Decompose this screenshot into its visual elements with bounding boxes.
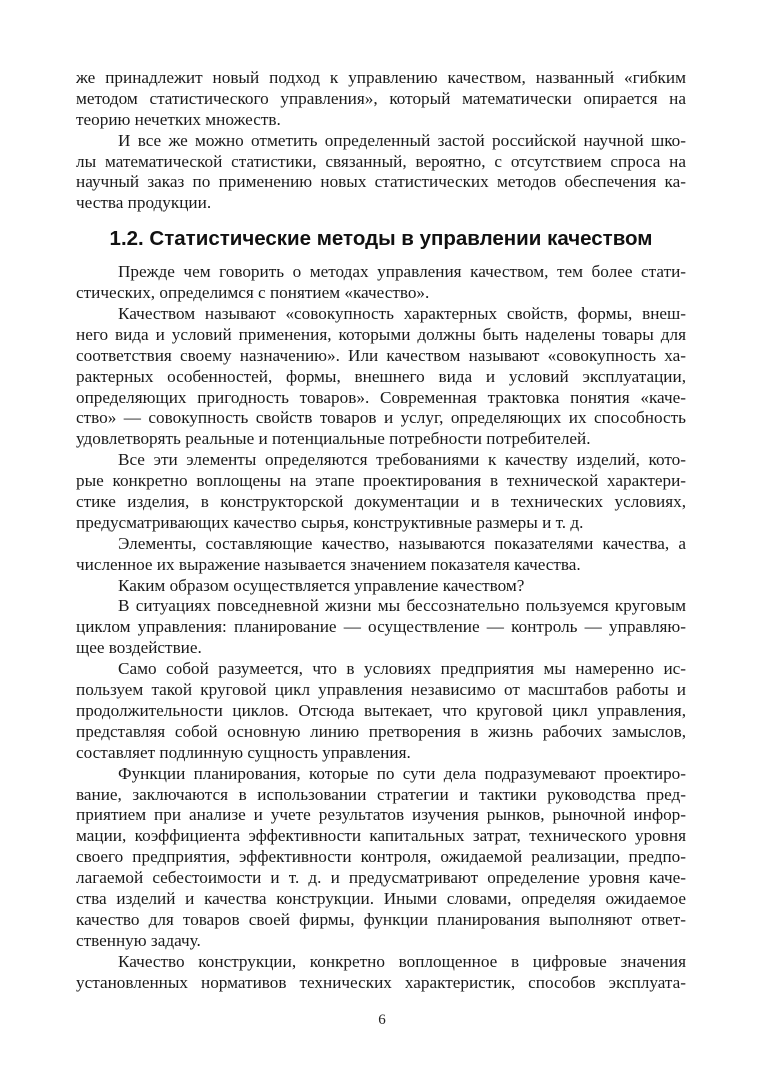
text-line: циклом управления: планирование — осуществление — контроль — управляю- — [76, 617, 686, 637]
text-line: приятием при анализе и учете результатов изучения рынков, рыночной инфор- — [76, 805, 686, 825]
paragraph — [76, 304, 686, 450]
text-line: составляет подлинную сущность управления. — [76, 742, 411, 762]
text-line: удовлетворять реальные и потенциальные потребности потребителей. — [76, 429, 591, 449]
paragraph — [76, 659, 686, 763]
section-heading: 1.2. Статистические методы в управлении качеством — [109, 227, 653, 251]
text-line: качество для товаров своей фирмы, функции планирования выполняют ответ- — [76, 909, 686, 929]
text-line: вание, заключаются в использовании стратегии и тактики руководства пред- — [76, 784, 686, 804]
text-line: ственную задачу. — [76, 930, 201, 950]
text-line: лы математической статистики, связанный, вероятно, с отсутствием спроса на — [76, 151, 686, 171]
text-line: ства изделий и качества конструкции. Иными словами, определяя ожидаемое — [76, 888, 686, 908]
text-line: предусматривающих качество сырья, конструктивные размеры и т. д. — [76, 512, 584, 532]
text-line: Все эти элементы определяются требованиями к качеству изделий, кото- — [118, 450, 686, 470]
text-line: установленных нормативов технических характеристик, способов эксплуата- — [76, 972, 686, 992]
text-line: щее воздействие. — [76, 638, 202, 658]
paragraph — [76, 262, 686, 304]
text-line: Качеством называют «совокупность характерных свойств, формы, внеш- — [118, 304, 686, 324]
text-line: же принадлежит новый подход к управлению качеством, названный «гибким — [76, 68, 686, 87]
paragraph — [76, 131, 686, 215]
text-line: Каким образом осуществляется управление качеством? — [118, 575, 525, 595]
paragraph — [76, 596, 686, 659]
text-line: определяющих пригодность товаров». Современная трактовка понятия «каче- — [76, 387, 686, 407]
text-line: численное их выражение называется значением показателя качества. — [76, 554, 581, 574]
text-line: представляя собой основную линию претворения в жизнь рабочих замыслов, — [76, 721, 686, 741]
text-line: лагаемой себестоимости и т. д. и предусматривают определение уровня каче- — [76, 868, 686, 888]
text-line: В ситуациях повседневной жизни мы бессознательно пользуемся круговым — [118, 596, 686, 616]
text-line: научный заказ по применению новых статистических методов обеспечения ка- — [76, 172, 686, 192]
text-line: чества продукции. — [76, 193, 212, 213]
text-line: ство» — совокупность свойств товаров и услуг, определяющих их способность — [76, 408, 686, 428]
paragraph — [76, 68, 686, 131]
text-line: пользуем такой круговой цикл управления независимо от масштабов работы и — [76, 680, 686, 700]
text-line: соответствия своему назначению». Или качеством называют «совокупность ха- — [76, 345, 686, 365]
page-number: 6 — [378, 1012, 386, 1028]
text-line: Само собой разумеется, что в условиях предприятия мы намеренно ис- — [118, 659, 686, 679]
text-line: Функции планирования, которые по сути дела подразумевают проектиро- — [118, 763, 686, 783]
text-line: И все же можно отметить определенный застой российской научной шко- — [118, 130, 686, 150]
text-line: своего предприятия, эффективности контроля, ожидаемой реализации, предпо- — [76, 847, 686, 867]
text-line: теорию нечетких множеств. — [76, 109, 281, 129]
text-line: стике изделия, в конструкторской документации и в технических условиях, — [76, 492, 686, 512]
paragraph — [76, 534, 686, 576]
text-line: рые конкретно воплощены на этапе проектирования в технической характери- — [76, 471, 686, 491]
text-line: продолжительности циклов. Отсюда вытекает, что круговой цикл управления, — [76, 700, 686, 720]
paragraph — [76, 764, 686, 952]
paragraph — [76, 952, 686, 994]
text-line: методом статистического управления», который математически опирается на — [76, 88, 686, 108]
text-line: рактерных особенностей, формы, внешнего вида и условий эксплуатации, — [76, 366, 686, 386]
text-line: Качество конструкции, конкретно воплощенное в цифровые значения — [118, 951, 686, 971]
text-line: стических, определимся с понятием «качество». — [76, 283, 430, 303]
text-line: Прежде чем говорить о методах управления качеством, тем более стати- — [118, 262, 686, 282]
text-line: Элементы, составляющие качество, называются показателями качества, а — [118, 533, 686, 553]
page-body — [76, 68, 686, 993]
text-line: мации, коэффициента эффективности капитальных затрат, технического уровня — [76, 826, 686, 846]
paragraph — [76, 576, 686, 597]
paragraph — [76, 450, 686, 534]
text-line: него вида и условий применения, которыми должны быть наделены товары для — [76, 324, 686, 344]
